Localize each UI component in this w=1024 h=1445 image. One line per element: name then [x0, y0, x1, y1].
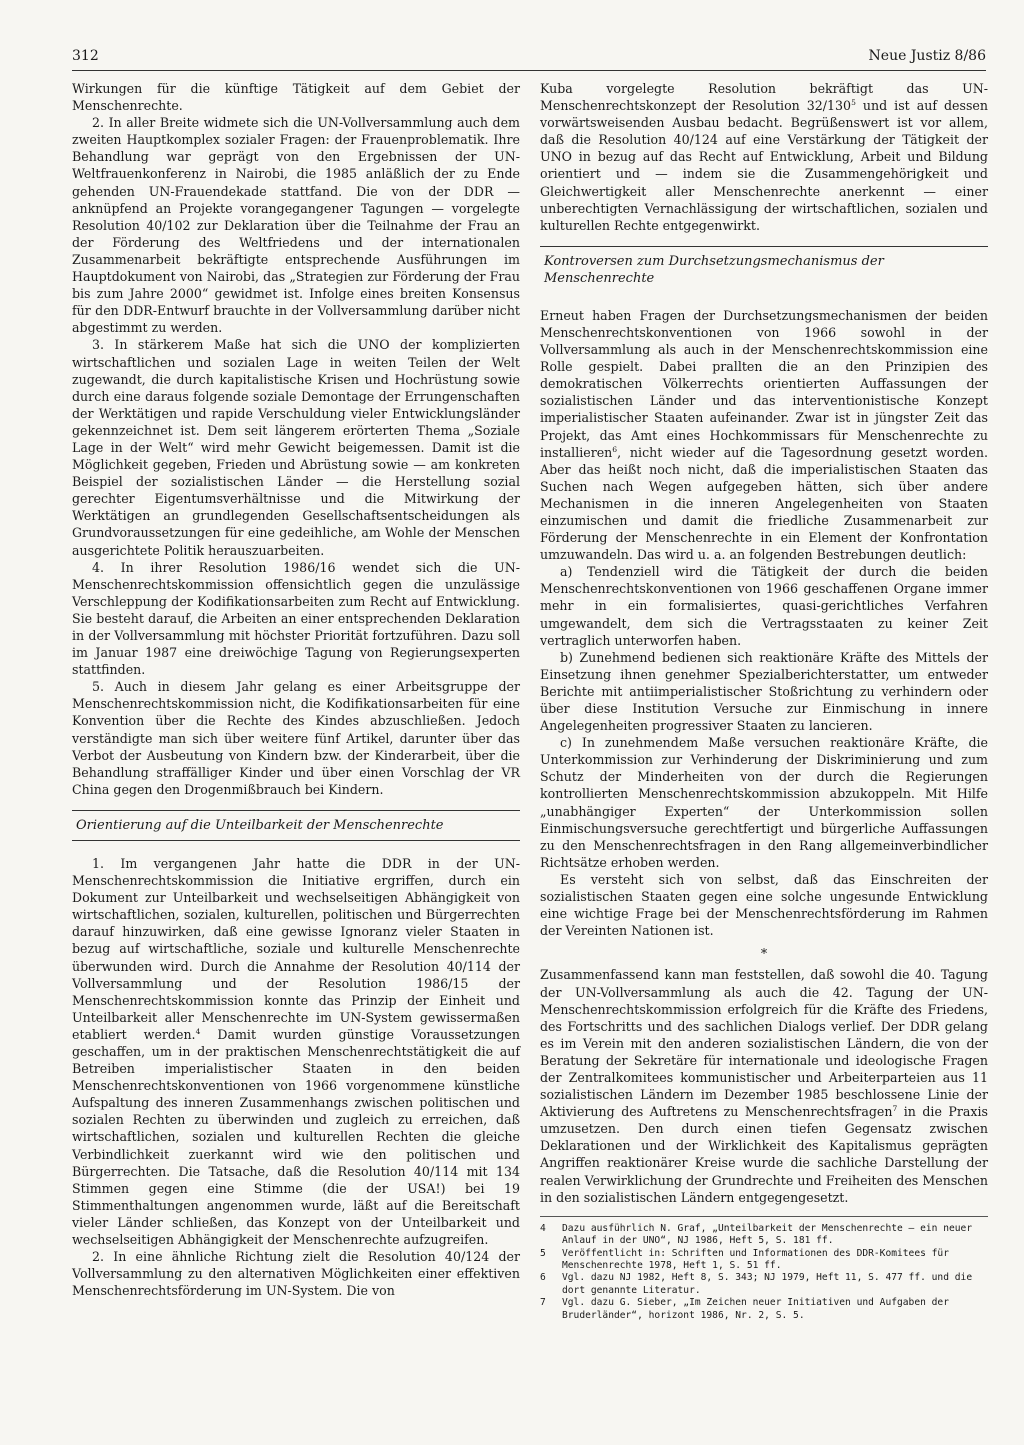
- right-column: [540, 80, 988, 1322]
- footnote-text: Vgl. dazu G. Sieber, „Im Zeichen neuer Initiativen und Aufgaben der Bruderländer“, horizont 1986, Nr. 2, S. 5.: [562, 1297, 949, 1321]
- footnote-text: Veröffentlicht in: Schriften und Informationen des DDR-Komitees für Menschenrechte 1978, Heft 1, S. 51 ff.: [562, 1247, 949, 1271]
- paragraph: [540, 966, 988, 1205]
- page-number: 312: [72, 48, 99, 64]
- text-span: Zusammenfassend kann man feststellen, daß sowohl die 40. Tagung der UN-Vollversammlung als auch die 42. Tagung der UN-Menschenrechtskommission erfolgreich für die Kräfte des Friedens, des Fortschritts und des sachlichen Dialogs verlief. Der DDR gelang es im Verein mit den anderen sozialistischen Ländern, die von der Beratung der Sekretäre für internationale und ideologische Fragen der Zentralkomitees kommunistischer und Arbeiterparteien aus 11 sozialistischen Ländern im Dezember 1985 beschlossene Linie der Aktivierung des Auftretens zu Menschenrechtsfragen: [540, 967, 988, 1120]
- text-span: in die Praxis umzusetzen. Den durch einen tiefen Gegensatz zwischen Deklarationen und der Wirklichkeit des Kapitalismus geprägten Angriffen reaktionärer Kreise wurde die sachliche Darstellung der realen Verwirklichung der Grundrechte und Freiheiten des Menschen in den sozialistischen Ländern entgegengesetzt.: [540, 1104, 988, 1205]
- section-divider-asterisk: *: [760, 946, 768, 962]
- text-span: , nicht wieder auf die Tagesordnung gesetzt worden. Aber das heißt noch nicht, daß die imperialistischen Staaten das Suchen nach Wegen aufgegeben hätten, sich über andere Mechanismen in die inneren Angelegenheiten von Staaten einzumischen und damit die friedliche Zusammenarbeit zur Förderung der Menschenrechte in ein Element der Konfrontation umzuwandeln. Das wird u. a. an folgenden Bestrebungen deutlich:: [540, 444, 988, 563]
- footnote-number: 7: [540, 1297, 546, 1309]
- paragraph: b) Zunehmend bedienen sich reaktionäre Kräfte des Mittels der Einsetzung ihnen genehmer Spezialberichterstatter, um entweder Berichte mit antiimperialistischer Stoßrichtung zu verhindern oder über diese Institution Versuche zur Einmischung in innere Angelegenheiten progressiver Staaten zu lancieren.: [540, 649, 988, 734]
- footnote-ref: 6: [612, 444, 618, 454]
- page-header: [72, 48, 986, 70]
- text-span: Damit wurden günstige Voraussetzungen geschaffen, um in der praktischen Menschenrechtstätigkeit die auf Betreiben imperialistischer Staaten in den beiden Menschenrechtskonventionen von 1966 vorgenommene künstliche Aufspaltung des inneren Zusammenhangs zwischen politischen und sozialen Rechten zu überwinden und zugleich zu erreichen, daß wirtschaftlichen, sozialen und kulturellen Rechten die gleiche Verbindlichkeit zuerkannt wird wie den politischen und Bürgerrechten. Die Tatsache, daß die Resolution 40/114 mit 134 Stimmen gegen eine Stimme (die der USA!) bei 19 Stimmenthaltungen angenommen wurde, läßt auf die Bereitschaft vieler Länder schließen, das Konzept von der Unteilbarkeit und wechselseitigen Abhängigkeit der Menschenrechte aufzugreifen.: [72, 1026, 520, 1247]
- paragraph: c) In zunehmendem Maße versuchen reaktionäre Kräfte, die Unterkommission zur Verhinderung der Diskriminierung und zum Schutz der Minderheiten von der durch die Regierungen kontrollierten Menschenrechtskommission abzukoppeln. Mit Hilfe „unabhängiger Experten“ der Unterkommission sollen Einmischungsversuche gerechtfertigt und bürgerliche Auffassungen zu den Menschenrechtsfragen in den Rang allgemeinverbindlicher Richtsätze erhoben werden.: [540, 735, 988, 870]
- footnote-number: 4: [540, 1222, 546, 1234]
- section-heading: Orientierung auf die Unteilbarkeit der Menschenrechte: [72, 810, 520, 841]
- paragraph: [540, 307, 988, 563]
- footnote-number: 5: [540, 1247, 546, 1259]
- footnote: [540, 1248, 988, 1273]
- footnote: [540, 1297, 988, 1322]
- text-span: und ist auf dessen vorwärtsweisenden Ausbau bedacht. Begrüßenswert ist vor allem, daß die Resolution 40/124 auf eine Verstärkung der Tätigkeit der UNO in bezug auf das Recht auf Entwicklung, Arbeit und Bildung orientiert und — indem sie die Zusammengehörigkeit und Gleichwertigkeit aller Menschenrechte anerkennt — einer unberechtigten Vernachlässigung der wirtschaftlichen, sozialen und kulturellen Rechte entgegenwirkt.: [540, 98, 988, 233]
- paragraph: [72, 855, 520, 1248]
- text-span: 1. Im vergangenen Jahr hatte die DDR in der UN-Menschenrechtskommission die Initiative ergriffen, durch ein Dokument zur Unteilbarkeit und wechselseitigen Abhängigkeit von wirtschaftlichen, sozialen, kulturellen, politischen und Bürgerrechten darauf hinzuwirken, daß eine gewisse Ignoranz vieler Staaten in bezug auf wirtschaftliche, soziale und kulturelle Menschenrechte überwunden wird. Durch die Annahme der Resolution 40/114 der Vollversammlung und der Resolution 1986/15 der Menschenrechtskommission konnte das Prinzip der Einheit und Unteilbarkeit aller Menschenrechte im UN-System gewissermaßen etabliert werden.: [72, 855, 520, 1042]
- footnotes: [540, 1216, 988, 1322]
- paragraph: Es versteht sich von selbst, daß das Einschreiten der sozialistischen Staaten gegen eine solche ungesunde Entwicklung eine wichtige Frage bei der Menschenrechtsförderung im Rahmen der Vereinten Nationen ist.: [540, 871, 988, 939]
- footnote-ref: 4: [195, 1026, 201, 1036]
- left-column: [72, 80, 520, 1299]
- footnote-ref: 5: [851, 97, 856, 107]
- section-heading: Kontroversen zum Durchsetzungsmechanismus der Menschenrechte: [540, 246, 988, 293]
- paragraph: 4. In ihrer Resolution 1986/16 wendet sich die UN-Menschenrechtskommission offensichtlich gegen die unzulässige Verschleppung der Kodifikationsarbeiten zum Recht auf Entwicklung. Sie besteht darauf, die Arbeiten an einer entsprechenden Deklaration in der Vollversammlung mit höchster Priorität fortzuführen. Dazu soll im Januar 1987 eine dreiwöchige Tagung von Regierungsexperten stattfinden.: [72, 559, 520, 678]
- journal-title: Neue Justiz 8/86: [868, 48, 986, 64]
- paragraph: 2. In eine ähnliche Richtung zielt die Resolution 40/124 der Vollversammlung zu den alternativen Möglichkeiten einer effektiven Menschenrechtsförderung im UN-System. Die von: [72, 1249, 520, 1299]
- text-span: Erneut haben Fragen der Durchsetzungsmechanismen der beiden Menschenrechtskonventionen von 1966 sowohl in der Vollversammlung als auch in der Menschenrechtskommission eine Rolle gespielt. Dabei prallten die an den Prinzipien des demokratischen Völkerrechts orientierten Auffassungen der sozialistischen Länder und das interventionistische Konzept imperialistischer Staaten aufeinander. Zwar ist in jüngster Zeit das Projekt, das Amt eines Hochkommissars für Menschenrechte zu installieren: [540, 307, 988, 460]
- footnote-ref: 7: [892, 1103, 898, 1113]
- paragraph: 5. Auch in diesem Jahr gelang es einer Arbeitsgruppe der Menschenrechtskommission nicht, die Kodifikationsarbeiten für eine Konvention über die Rechte des Kindes abzuschließen. Jedoch verständigte man sich über weitere fünf Artikel, darunter über das Verbot der Ausbeutung von Kindern bzw. der Kinderarbeit, über die Behandlung straffälliger Kinder und über einen Vorschlag der VR China gegen den Drogenmißbrauch bei Kindern.: [72, 679, 520, 797]
- text-span: Kuba vorgelegte Resolution bekräftigt das UN-Menschenrechtskonzept der Resolution 32/130: [540, 81, 988, 114]
- header-rule: [72, 70, 986, 71]
- footnote-text: Vgl. dazu NJ 1982, Heft 8, S. 343; NJ 1979, Heft 11, S. 477 ff. und die dort genannte Literatur.: [562, 1272, 973, 1296]
- footnote: [540, 1272, 988, 1297]
- paragraph: a) Tendenziell wird die Tätigkeit der durch die beiden Menschenrechtskonventionen von 1966 geschaffenen Organe immer mehr in ein formalisiertes, quasi-gerichtliches Verfahren umgewandelt, dem sich die Vertragsstaaten zu keiner Zeit vertraglich unterworfen haben.: [540, 564, 988, 648]
- footnote-text: Dazu ausführlich N. Graf, „Unteilbarkeit der Menschenrechte — ein neuer Anlauf in der UNO“, NJ 1986, Heft 5, S. 181 ff.: [562, 1222, 973, 1247]
- footnote: [540, 1223, 988, 1248]
- paragraph: Wirkungen für die künftige Tätigkeit auf dem Gebiet der Menschenrechte.: [72, 81, 520, 114]
- footnote-number: 6: [540, 1272, 546, 1284]
- paragraph: [540, 80, 988, 234]
- paragraph: 3. In stärkerem Maße hat sich die UNO der komplizierten wirtschaftlichen und sozialen Lage in weiten Teilen der Welt zugewandt, die durch kapitalistische Krisen und Hochrüstung sowie durch eine daraus folgende soziale Demontage der Errungenschaften der Werktätigen und rapide Verschuldung vieler Entwicklungsländer gekennzeichnet ist. Dem seit längerem erörterten Thema „Soziale Lage in der Welt“ wird mehr Gewicht beigemessen. Damit ist die Möglichkeit gegeben, Frieden und Abrüstung sowie — am konkreten Beispiel der sozialistischen Länder — die Herstellung sozial gerechter Eigentumsverhältnisse und die Mitwirkung der Werktätigen an grundlegenden Gesellschaftsentscheidungen als Grundvoraussetzungen für eine gedeihliche, am Wohle der Menschen ausgerichtete Politik herauszuarbeiten.: [72, 337, 520, 558]
- paragraph: 2. In aller Breite widmete sich die UN-Vollversammlung auch dem zweiten Hauptkomplex sozialer Fragen: der Frauenproblematik. Ihre Behandlung war geprägt von den Ergebnissen der UN-Weltfrauenkonferenz in Nairobi, die 1985 anläßlich der zu Ende gehenden UN-Frauendekade stattfand. Die von der DDR — anknüpfend an Projekte vorangegangener Tagungen — vorgelegte Resolution 40/102 zur Deklaration über die Teilnahme der Frau an der Förderung des Weltfriedens und der internationalen Zusammenarbeit bekräftigte entsprechende Ausführungen im Hauptdokument von Nairobi, das „Strategien zur Förderung der Frau bis zum Jahre 2000“ gewidmet ist. Infolge eines breiten Konsensus für den DDR-Entwurf brauchte in der Vollversammlung darüber nicht abgestimmt zu werden.: [72, 115, 520, 336]
